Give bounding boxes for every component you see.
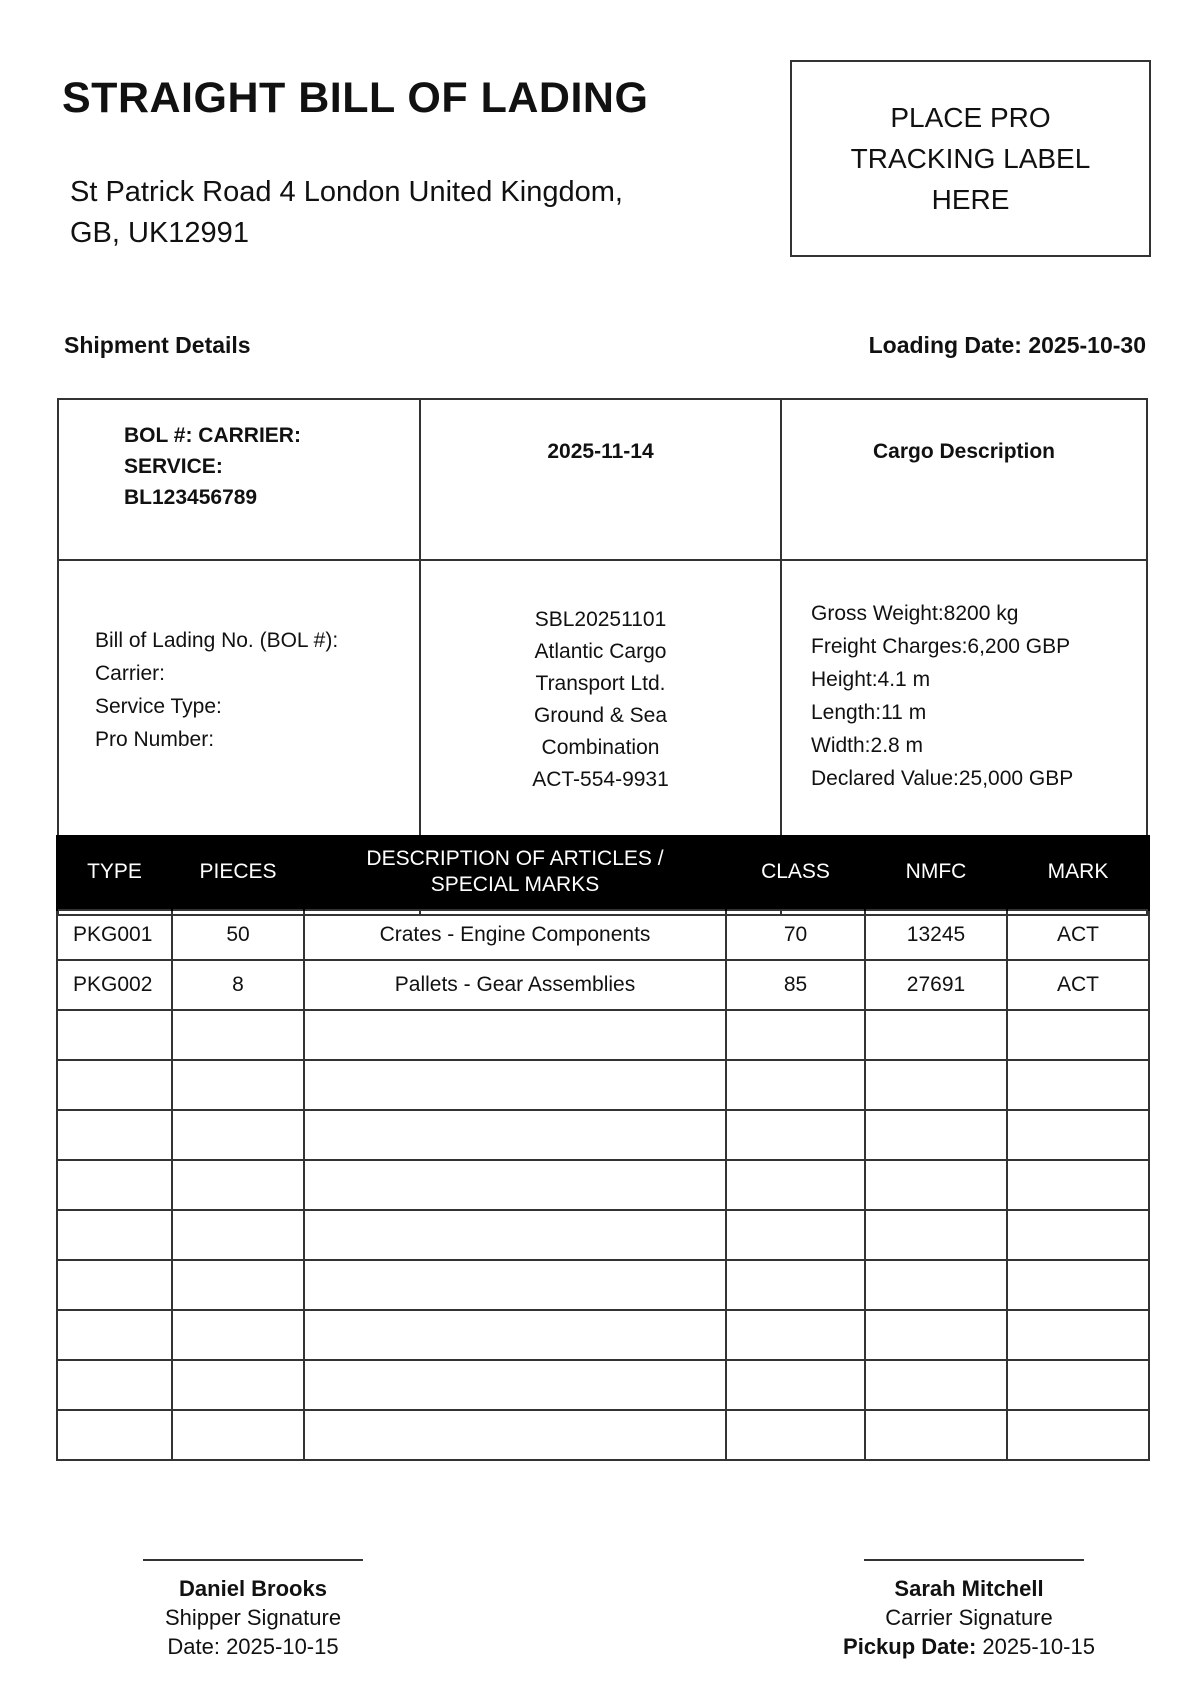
table-row: [57, 1210, 1149, 1260]
pieces-cell: 8: [172, 960, 304, 1010]
shipper-address: [70, 172, 623, 254]
carrier-signature-line: [864, 1559, 1084, 1561]
shipment-label: Service Type:: [95, 695, 222, 718]
pieces-cell: [172, 1360, 304, 1410]
description-cell: [304, 1110, 726, 1160]
nmfc-cell: [865, 1410, 1007, 1460]
loading-date: [869, 330, 1146, 360]
pieces-cell: [172, 1160, 304, 1210]
cargo-line: Width:2.8 m: [811, 734, 924, 757]
class-cell: 85: [726, 960, 865, 1010]
class-cell: 70: [726, 910, 865, 960]
cargo-line: Declared Value:25,000 GBP: [811, 767, 1074, 790]
carrier-name: Sarah Mitchell: [894, 1576, 1044, 1601]
cargo-line: Length:11 m: [811, 701, 927, 724]
type-cell: [57, 1410, 172, 1460]
description-cell: [304, 1260, 726, 1310]
mark-cell: [1007, 1060, 1149, 1110]
pro-tracking-label-box: [790, 60, 1151, 257]
nmfc-cell: [865, 1310, 1007, 1360]
shipper-name: Daniel Brooks: [179, 1576, 327, 1601]
bol-number-value: SBL20251101: [534, 608, 667, 631]
shipper-signature-label: Shipper Signature: [164, 1605, 342, 1630]
type-cell: [57, 1160, 172, 1210]
class-cell: [726, 1110, 865, 1160]
mark-cell: [1007, 1110, 1149, 1160]
table-row: [57, 1160, 1149, 1210]
cargo-line: Gross Weight:8200 kg: [811, 602, 1019, 625]
mark-cell: [1007, 1410, 1149, 1460]
mark-cell: ACT: [1007, 960, 1149, 1010]
type-cell: [57, 1310, 172, 1360]
type-cell: PKG001: [57, 910, 172, 960]
nmfc-cell: 27691: [865, 960, 1007, 1010]
nmfc-cell: [865, 1260, 1007, 1310]
pieces-cell: [172, 1260, 304, 1310]
nmfc-cell: [865, 1210, 1007, 1260]
class-cell: [726, 1260, 865, 1310]
pieces-cell: [172, 1410, 304, 1460]
shipper-date: Date: 2025-10-15: [167, 1634, 339, 1659]
table-row: [57, 1260, 1149, 1310]
description-cell: [304, 1210, 726, 1260]
description-cell: [304, 1360, 726, 1410]
carrier-value: Atlantic Cargo Transport Ltd.: [534, 640, 667, 695]
nmfc-cell: [865, 1060, 1007, 1110]
column-header-mark: MARK: [1007, 835, 1149, 910]
description-cell: [304, 1010, 726, 1060]
table-row: [57, 960, 1149, 1010]
type-cell: [57, 1060, 172, 1110]
document-title: STRAIGHT BILL OF LADING: [62, 74, 649, 122]
class-cell: [726, 1310, 865, 1360]
column-header-description: [304, 835, 726, 910]
nmfc-cell: [865, 1160, 1007, 1210]
pickup-date-label: Pickup Date:: [843, 1634, 977, 1659]
pickup-date-value: 2025-10-15: [982, 1634, 1095, 1659]
type-cell: PKG002: [57, 960, 172, 1010]
shipper-signature-line: [143, 1559, 363, 1561]
loading-date-value: 2025-10-30: [1028, 332, 1146, 358]
pickup-date: [819, 1632, 1119, 1661]
description-cell: [304, 1060, 726, 1110]
bol-header-line: BOL #: CARRIER:: [124, 424, 301, 447]
carrier-signature-label: Carrier Signature: [885, 1605, 1053, 1630]
type-cell: [57, 1210, 172, 1260]
cargo-header-cell: Cargo Description: [781, 399, 1147, 560]
pieces-cell: [172, 1060, 304, 1110]
mark-cell: [1007, 1160, 1149, 1210]
table-row: [57, 1010, 1149, 1060]
pieces-cell: [172, 1210, 304, 1260]
table-row: [57, 910, 1149, 960]
mark-cell: [1007, 1260, 1149, 1310]
bol-header-line: SERVICE:: [124, 455, 223, 478]
description-cell: [304, 1310, 726, 1360]
table-row: [57, 1060, 1149, 1110]
class-cell: [726, 1210, 865, 1260]
address-line-2: GB, UK12991: [70, 217, 249, 249]
shipment-details-heading: Shipment Details: [64, 332, 251, 358]
type-cell: [57, 1360, 172, 1410]
bol-header-cell: [58, 399, 420, 560]
shipment-label: Pro Number:: [95, 728, 215, 751]
type-cell: [57, 1110, 172, 1160]
type-cell: [57, 1260, 172, 1310]
shipment-label: Bill of Lading No. (BOL #):: [95, 629, 339, 652]
mark-cell: [1007, 1310, 1149, 1360]
description-cell: Crates - Engine Components: [304, 910, 726, 960]
articles-table: [56, 835, 1150, 1461]
mark-cell: [1007, 1010, 1149, 1060]
address-line-1: St Patrick Road 4 London United Kingdom,: [70, 176, 623, 208]
nmfc-cell: [865, 1010, 1007, 1060]
cargo-line: Height:4.1 m: [811, 668, 931, 691]
nmfc-cell: [865, 1360, 1007, 1410]
date-header-cell: 2025-11-14: [420, 399, 781, 560]
pro-number-value: ACT-554-9931: [532, 768, 669, 791]
nmfc-cell: [865, 1110, 1007, 1160]
pieces-cell: 50: [172, 910, 304, 960]
mark-cell: ACT: [1007, 910, 1149, 960]
column-header-type: TYPE: [57, 835, 172, 910]
table-row: [57, 1410, 1149, 1460]
pieces-cell: [172, 1010, 304, 1060]
description-cell: [304, 1160, 726, 1210]
shipment-label: Carrier:: [95, 662, 166, 685]
cargo-line: Freight Charges:6,200 GBP: [811, 635, 1071, 658]
service-type-value: Ground & Sea Combination: [533, 704, 668, 759]
column-header-nmfc: NMFC: [865, 835, 1007, 910]
articles-header-row: [57, 835, 1149, 910]
bol-header-line: BL123456789: [124, 486, 258, 509]
mark-cell: [1007, 1210, 1149, 1260]
pro-tracking-label-text: PLACE PRO TRACKING LABEL HERE: [850, 102, 1091, 215]
table-row: [57, 1310, 1149, 1360]
pieces-cell: [172, 1110, 304, 1160]
description-cell: Pallets - Gear Assemblies: [304, 960, 726, 1010]
pieces-cell: [172, 1310, 304, 1360]
description-cell: [304, 1410, 726, 1460]
column-header-pieces: PIECES: [172, 835, 304, 910]
table-row: [57, 1110, 1149, 1160]
loading-date-label: Loading Date:: [868, 332, 1022, 358]
carrier-signature-block: [819, 1574, 1119, 1661]
shipper-signature-block: [103, 1574, 403, 1661]
class-cell: [726, 1410, 865, 1460]
class-cell: [726, 1010, 865, 1060]
class-cell: [726, 1060, 865, 1110]
table-row: [57, 1360, 1149, 1410]
column-header-description-text: DESCRIPTION OF ARTICLES / SPECIAL MARKS: [366, 847, 664, 896]
type-cell: [57, 1010, 172, 1060]
nmfc-cell: 13245: [865, 910, 1007, 960]
mark-cell: [1007, 1360, 1149, 1410]
class-cell: [726, 1360, 865, 1410]
column-header-class: CLASS: [726, 835, 865, 910]
class-cell: [726, 1160, 865, 1210]
